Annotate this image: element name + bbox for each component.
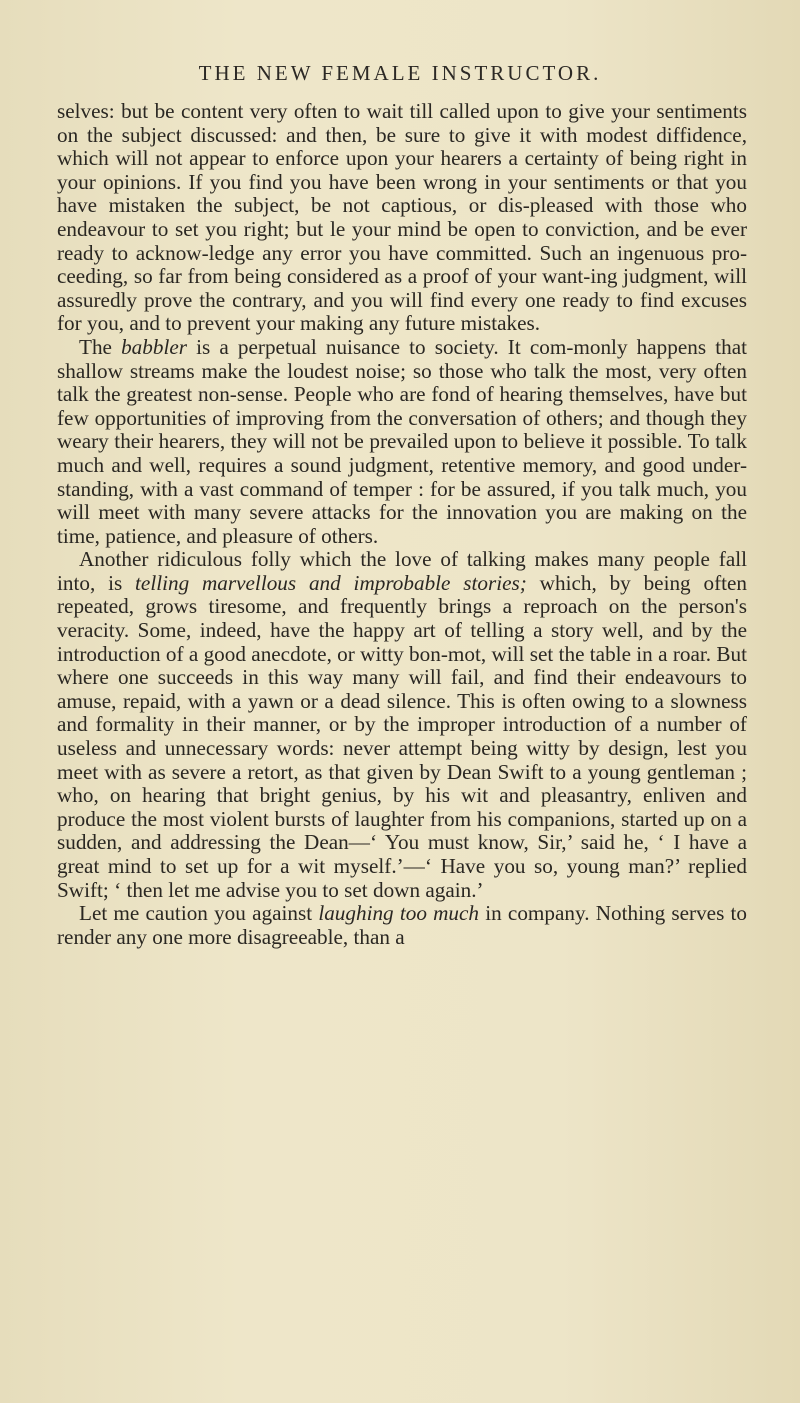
paragraph-3 — [57, 548, 747, 902]
body-text — [57, 100, 747, 949]
paragraph-4 — [57, 902, 747, 949]
paragraph-3-run-3: which, by being often repeated, grows tiresome, and frequently brings a reproach on the person's veracity. Some, indeed, have the happy art of telling a story well, and by the introduction of a good anecdote, or witty bon-mot, will set the table in a roar. But where one succeeds in this way many will fail, and find their endeavours to amuse, repaid, with a yawn or a dead silence. This is often owing to a slowness and formality in their manner, or by the improper introduction of a number of useless and unnecessary words: never attempt being witty by design, lest you meet with as severe a retort, as that given by Dean Swift to a young gentleman ; who, on hearing that bright genius, by his wit and pleasantry, enliven and produce the most violent bursts of laughter from his companions, started up on a sudden, and addressing the Dean—‘ You must know, Sir,’ said he, ‘ I have a great mind to set up for a wit myself.’—‘ Have you so, young man?’ replied Swift; ‘ then let me advise you to set down again.’ — [57, 570, 748, 902]
paragraph-4-run-3: in company. Nothing serves to render any one more disagreeable, than a — [57, 901, 747, 949]
paragraph-3-italic-term: telling marvellous and improbable stories; — [135, 570, 527, 595]
paragraph-2 — [57, 336, 747, 548]
paragraph-2-italic-term: babbler — [121, 334, 187, 359]
paragraph-1 — [57, 100, 747, 336]
paragraph-2-run-1: The — [79, 334, 122, 359]
paragraph-2-run-3: is a perpetual nuisance to society. It com-monly happens that shallow streams make the loudest noise; so those who talk the most, very often talk the greatest non-sense. People who are fond of hearing themselves, have but few opportunities of improving from the conversation of others; and though they weary their hearers, they will not be prevailed upon to believe it possible. To talk much and well, requires a sound judgment, retentive memory, and good under-standing, with a vast command of temper : for be assured, if you talk much, you will meet with many severe attacks for the innovation you are making on the time, patience, and pleasure of others. — [57, 334, 747, 548]
running-head: THE NEW FEMALE INSTRUCTOR. — [198, 61, 602, 85]
paragraph-4-run-1: Let me caution you against — [79, 901, 319, 926]
paragraph-4-italic-term: laughing too much — [318, 901, 480, 926]
paragraph-3-run-1: Another ridiculous folly which the love of talking makes many people fall into, is — [57, 547, 747, 595]
paragraph-1-text: selves: but be content very often to wait till called upon to give your sentiments on the subject discussed: and then, be sure to give it with modest diffidence, which will not appear to enforce upon your hearers a certainty of being right in your opinions. If you find you have been wrong in your sentiments or that you have mistaken the subject, be not captious, or dis-pleased with those who endeavour to set you right; but le your mind be open to conviction, and be ever ready to acknow-ledge any error you have committed. Such an ingenuous pro-ceeding, so far from being considered as a proof of your want-ing judgment, will assuredly prove the contrary, and you will find every one ready to find excuses for you, and to prevent your making any future mistakes. — [57, 99, 747, 336]
